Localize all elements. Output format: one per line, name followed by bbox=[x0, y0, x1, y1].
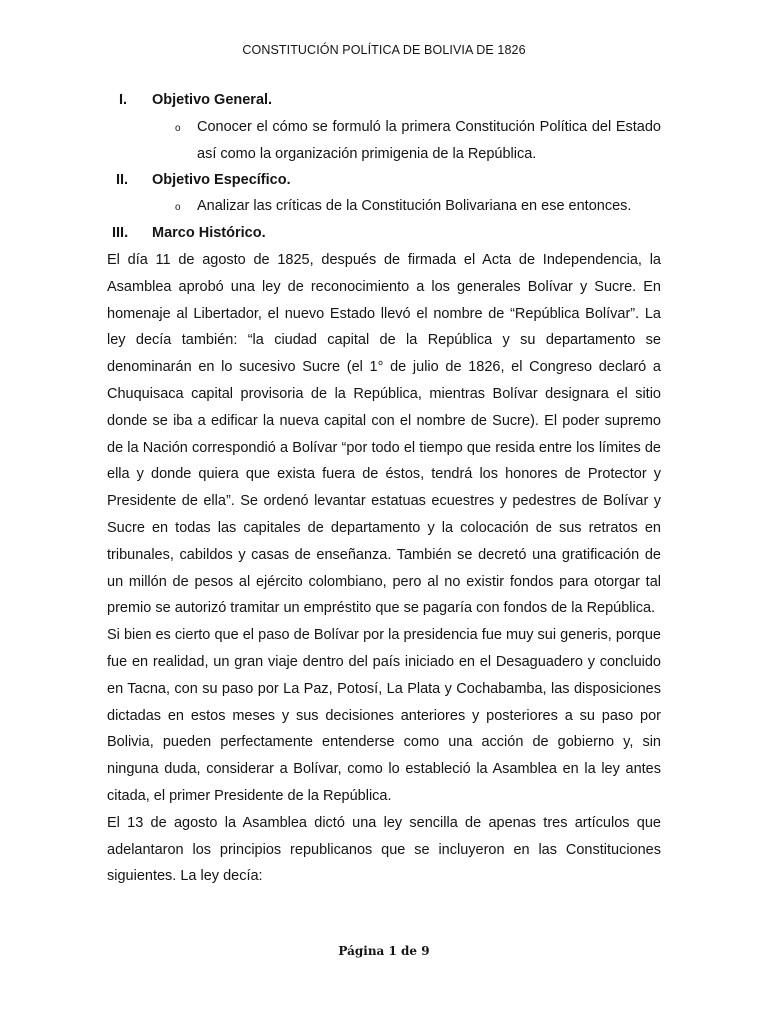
section-number: II. bbox=[116, 172, 129, 188]
bullet-marker: o bbox=[175, 123, 181, 134]
body-paragraph: Si bien es cierto que el paso de Bolívar por la presidencia fue muy sui generis, porque fue en realidad, un gran viaje dentro del país iniciado en el Desaguadero y concluido en Tacna, con su paso por La Paz, Potosí, La Plata y Cochabamba, las disposiciones dictadas en estos meses y sus decisiones anteriores y posteriores a su paso por Bolivia, pueden perfectamente entenderse como una acción de gobierno y, sin ninguna duda, considerar a Bolívar, como lo estableció la Asamblea en la ley antes citada, el primer Presidente de la República. bbox=[107, 627, 661, 804]
historical-body bbox=[107, 247, 661, 890]
section-title: Objetivo General. bbox=[152, 92, 273, 108]
section-title: Marco Histórico. bbox=[152, 225, 266, 241]
page-header: CONSTITUCIÓN POLÍTICA DE BOLIVIA DE 1826 bbox=[242, 43, 526, 57]
section-number: III. bbox=[112, 225, 129, 241]
page-number: Página 1 de 9 bbox=[338, 944, 430, 958]
body-paragraph: El 13 de agosto la Asamblea dictó una ley sencilla de apenas tres artículos que adelantaron los principios republicanos que se incluyeron en las Constituciones siguientes. La ley decía: bbox=[107, 814, 661, 885]
section-number: I. bbox=[119, 92, 128, 108]
objective-general-text: Conocer el cómo se formuló la primera Constitución Política del Estado así como la organización primigenia de la República. bbox=[197, 119, 661, 162]
body-paragraph: El día 11 de agosto de 1825, después de firmada el Acta de Independencia, la Asamblea aprobó una ley de reconocimiento a los generales Bolívar y Sucre. En homenaje al Libertador, el nuevo Estado llevó el nombre de “República Bolívar”. La ley decía también: “la ciudad capital de la República y su departamento se denominarán en lo sucesivo Sucre (el 1° de julio de 1826, el Congreso declaró a Chuquisaca capital provisoria de la República, mientras Bolívar designara el sitio donde se iba a edificar la nueva capital con el nombre de Sucre). El poder supremo de la Nación correspondió a Bolívar “por todo el tiempo que resida entre los límites de ella y donde quiera que exista fuera de éstos, tendrá los honores de Protector y Presidente de ella”. Se ordenó levantar estatuas ecuestres y pedestres de Bolívar y Sucre en todas las capitales de departamento y la colocación de sus retratos en tribunales, cabildos y casas de enseñanza. También se decretó una gratificación de un millón de pesos al ejército colombiano, pero al no existir fondos para otorgar tal premio se autorizó tramitar un empréstito que se pagaría con fondos de la República. bbox=[107, 252, 661, 617]
bullet-marker: o bbox=[175, 202, 181, 213]
section-title: Objetivo Específico. bbox=[152, 172, 291, 188]
objective-specific-text: Analizar las críticas de la Constitución Bolivariana en ese entonces. bbox=[197, 198, 632, 214]
